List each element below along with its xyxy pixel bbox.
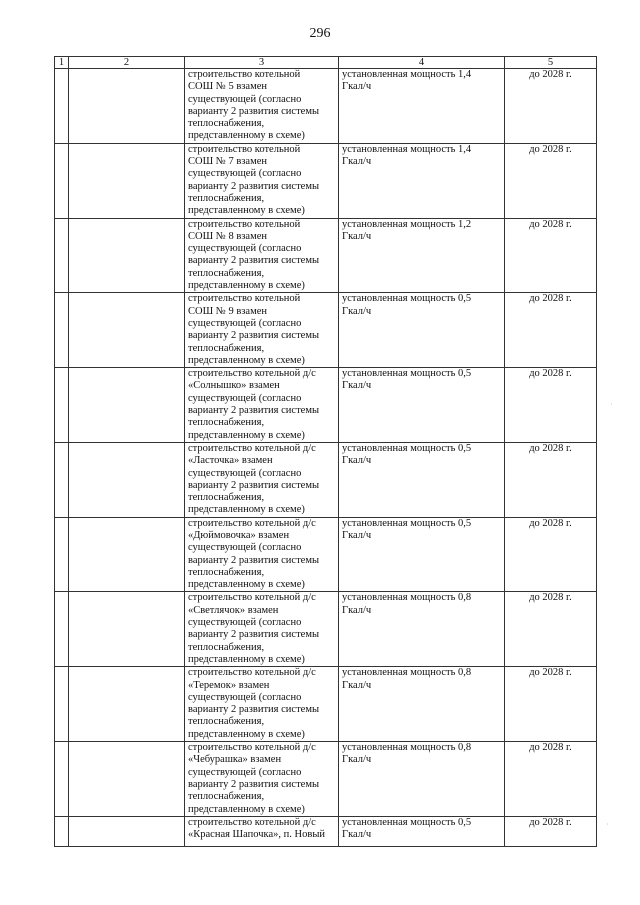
- cell-description: строительство котельной д/с «Светлячок» взамен существующей (согласно варианту 2 развития системы теплоснабжения, представленному в схеме): [185, 592, 339, 667]
- cell-description: строительство котельной СОШ № 7 взамен существующей (согласно варианту 2 развития системы теплоснабжения, представленному в схеме): [185, 143, 339, 218]
- cell-description: строительство котельной СОШ № 5 взамен существующей (согласно варианту 2 развития системы теплоснабжения, представленному в схеме): [185, 69, 339, 144]
- measures-table: [54, 56, 597, 847]
- cell-term: до 2028 г.: [505, 816, 597, 846]
- cell-term: до 2028 г.: [505, 218, 597, 293]
- table-row: [55, 816, 597, 846]
- cell-number: [55, 218, 69, 293]
- cell-term: до 2028 г.: [505, 517, 597, 592]
- cell-description: строительство котельной д/с «Солнышко» взамен существующей (согласно варианту 2 развития системы теплоснабжения, представленному в схеме): [185, 368, 339, 443]
- page-number: 296: [309, 26, 331, 41]
- cell-number: [55, 816, 69, 846]
- scan-speck: ·: [610, 400, 613, 409]
- table-row: [55, 517, 597, 592]
- table-row: [55, 293, 597, 368]
- cell-description: строительство котельной д/с «Теремок» взамен существующей (согласно варианту 2 развития системы теплоснабжения, представленному в схеме): [185, 667, 339, 742]
- cell-parameter: установленная мощность 0,8 Гкал/ч: [339, 667, 505, 742]
- cell-parameter: установленная мощность 1,4 Гкал/ч: [339, 143, 505, 218]
- table-row: [55, 592, 597, 667]
- cell-parameter: установленная мощность 0,5 Гкал/ч: [339, 816, 505, 846]
- cell-number: [55, 592, 69, 667]
- cell-object: [69, 816, 185, 846]
- table-row: [55, 69, 597, 144]
- cell-object: [69, 143, 185, 218]
- header-row: [55, 57, 597, 69]
- cell-number: [55, 442, 69, 517]
- cell-number: [55, 69, 69, 144]
- cell-term: до 2028 г.: [505, 667, 597, 742]
- cell-description: строительство котельной д/с «Чебурашка» взамен существующей (согласно варианту 2 развития системы теплоснабжения, представленному в схеме): [185, 742, 339, 817]
- column-header-2: 2: [69, 57, 185, 69]
- cell-parameter: установленная мощность 0,5 Гкал/ч: [339, 293, 505, 368]
- cell-description: строительство котельной СОШ № 9 взамен существующей (согласно варианту 2 развития системы теплоснабжения, представленному в схеме): [185, 293, 339, 368]
- cell-object: [69, 69, 185, 144]
- cell-parameter: установленная мощность 0,5 Гкал/ч: [339, 517, 505, 592]
- column-header-1: 1: [55, 57, 69, 69]
- cell-term: до 2028 г.: [505, 442, 597, 517]
- table-body: [55, 69, 597, 847]
- cell-description: строительство котельной д/с «Красная Шапочка», п. Новый: [185, 816, 339, 846]
- cell-parameter: установленная мощность 1,2 Гкал/ч: [339, 218, 505, 293]
- cell-number: [55, 667, 69, 742]
- cell-term: до 2028 г.: [505, 368, 597, 443]
- cell-number: [55, 368, 69, 443]
- cell-number: [55, 143, 69, 218]
- table-row: [55, 218, 597, 293]
- cell-object: [69, 517, 185, 592]
- cell-term: до 2028 г.: [505, 742, 597, 817]
- cell-description: строительство котельной д/с «Дюймовочка» взамен существующей (согласно варианту 2 развития системы теплоснабжения, представленному в схеме): [185, 517, 339, 592]
- cell-object: [69, 293, 185, 368]
- table-row: [55, 368, 597, 443]
- cell-description: строительство котельной СОШ № 8 взамен существующей (согласно варианту 2 развития системы теплоснабжения, представленному в схеме): [185, 218, 339, 293]
- cell-term: до 2028 г.: [505, 69, 597, 144]
- cell-object: [69, 442, 185, 517]
- column-header-3: 3: [185, 57, 339, 69]
- cell-parameter: установленная мощность 1,4 Гкал/ч: [339, 69, 505, 144]
- table-row: [55, 667, 597, 742]
- cell-parameter: установленная мощность 0,5 Гкал/ч: [339, 368, 505, 443]
- cell-number: [55, 293, 69, 368]
- cell-parameter: установленная мощность 0,8 Гкал/ч: [339, 742, 505, 817]
- table-row: [55, 742, 597, 817]
- scan-speck: ·: [606, 820, 609, 829]
- table-row: [55, 143, 597, 218]
- cell-term: до 2028 г.: [505, 143, 597, 218]
- cell-number: [55, 517, 69, 592]
- cell-object: [69, 592, 185, 667]
- cell-object: [69, 742, 185, 817]
- cell-parameter: установленная мощность 0,8 Гкал/ч: [339, 592, 505, 667]
- column-header-5: 5: [505, 57, 597, 69]
- cell-term: до 2028 г.: [505, 592, 597, 667]
- cell-term: до 2028 г.: [505, 293, 597, 368]
- cell-object: [69, 368, 185, 443]
- cell-description: строительство котельной д/с «Ласточка» взамен существующей (согласно варианту 2 развития системы теплоснабжения, представленному в схеме): [185, 442, 339, 517]
- cell-object: [69, 667, 185, 742]
- cell-number: [55, 742, 69, 817]
- table-row: [55, 442, 597, 517]
- column-header-4: 4: [339, 57, 505, 69]
- cell-parameter: установленная мощность 0,5 Гкал/ч: [339, 442, 505, 517]
- cell-object: [69, 218, 185, 293]
